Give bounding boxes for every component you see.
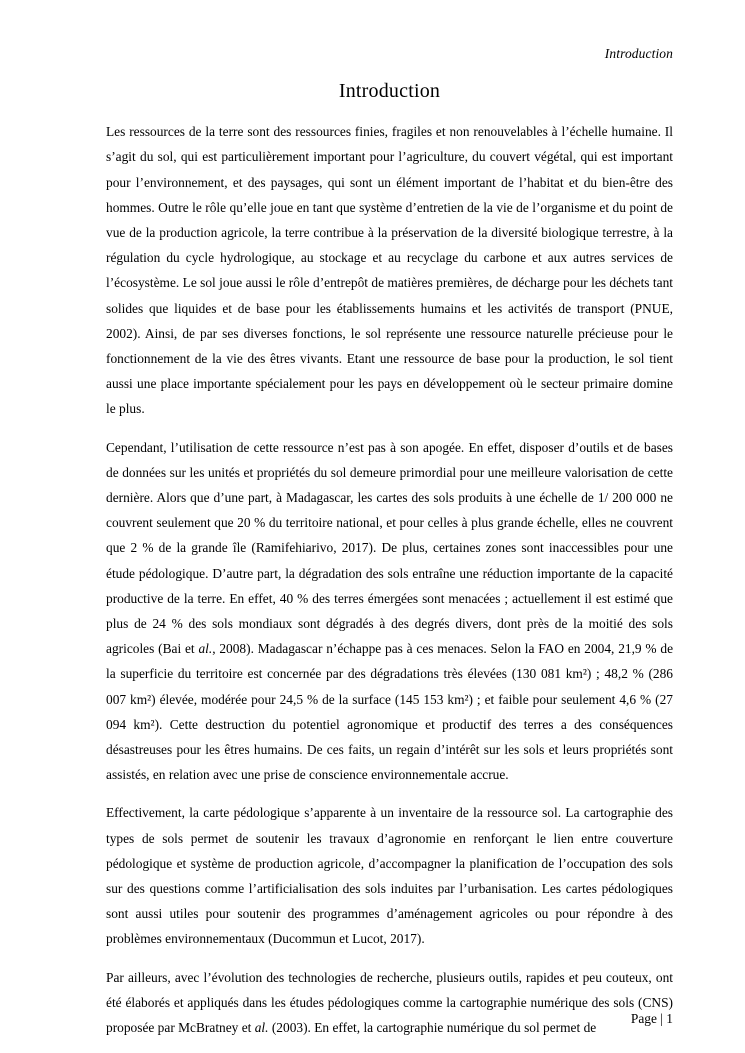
body-paragraph-4: Par ailleurs, avec l’évolution des technologies de recherche, plusieurs outils, rapides et peu couteux, ont été élaborés et appliqués dans les études pédologiques comme la cartographie numérique des sols (CNS) proposée par McBratney et al. (2003). En effet, la cartographie numérique du sol permet de <box>106 969 673 1036</box>
running-head: Introduction <box>604 46 673 61</box>
body-paragraph-1: Les ressources de la terre sont des ressources finies, fragiles et non renouvelables à l’échelle humaine. Il s’agit du sol, qui est particulièrement important pour l’agriculture, du couvert végétal, qui est important pour l’environnement, et des paysages, qui sont un élément important de l’habitat et du bien-être des hommes. Outre le rôle qu’elle joue en tant que système d’entretien de la vie de l’organisme et du point de vue de la production agricole, la terre contribue à la préservation de la diversité biologique terrestre, à la régulation du cycle hydrologique, au stockage et au recyclage du carbone et aux autres services de l’écosystème. Le sol joue aussi le rôle d’entrepôt de matières premières, de décharge pour les déchets tant solides que liquides et de base pour les établissements humains et les activités de transport (PNUE, 2002). Ainsi, de par ses diverses fonctions, le sol représente une ressource naturelle précieuse pour le fonctionnement de la vie des êtres vivants. Etant une ressource de base pour la production, le sol tient aussi une place importante spécialement pour les pays en développement où le secteur primaire domine le plus. <box>106 124 673 417</box>
page-title: Introduction <box>338 80 441 103</box>
page-number-footer: Page | 1 <box>630 1011 673 1026</box>
body-paragraph-2: Cependant, l’utilisation de cette ressource n’est pas à son apogée. En effet, disposer d’outils et de bases de données sur les unités et propriétés du sol demeure primordial pour une meilleure valorisation de cette dernière. Alors que d’une part, à Madagascar, les cartes des sols produits à une échelle de 1/ 200 000 ne couvrent seulement que 20 % du territoire national, et pour celles à plus grande échelle, elles ne couvrent que 2 % de la grande île (Ramifehiarivo, 2017). De plus, certaines zones sont inaccessibles pour une étude pédologique. D’autre part, la dégradation des sols entraîne une réduction importante de la capacité productive de la terre. En effet, 40 % des terres émergées sont menacées ; actuellement il est estimé que plus de 24 % des sols mondiaux sont dégradés à des degrés divers, dont près de la moitié des sols agricoles (Bai et al., 2008). Madagascar n’échappe pas à ces menaces. Selon la FAO en 2004, 21,9 % de la superficie du territoire est concernée par des dégradations très élevées (130 081 km²) ; 48,2 % (286 007 km²) élevée, modérée pour 24,5 % de la surface (145 153 km²) ; et faible pour seulement 4,6 % (27 094 km²). Cette destruction du potentiel agronomique et productif des terres a des conséquences désastreuses pour les êtres humains. De ces faits, un regain d’intérêt sur les sols et leurs propriétés sont assistés, en relation avec une prise de conscience environnementale accrue. <box>106 439 674 783</box>
body-paragraph-3: Effectivement, la carte pédologique s’apparente à un inventaire de la ressource sol. La cartographie des types de sols permet de soutenir les travaux d’agronomie en renforçant le lien entre couverture pédologique et système de production agricole, d’accompagner la planification de l’occupation des sols sur des questions comme l’artificialisation des sols induites par l’urbanisation. Les cartes pédologiques sont aussi utiles pour soutenir des programmes d’aménagement agricoles ou pour répondre à des problèmes environnementaux (Ducommun et Lucot, 2017). <box>106 805 673 947</box>
